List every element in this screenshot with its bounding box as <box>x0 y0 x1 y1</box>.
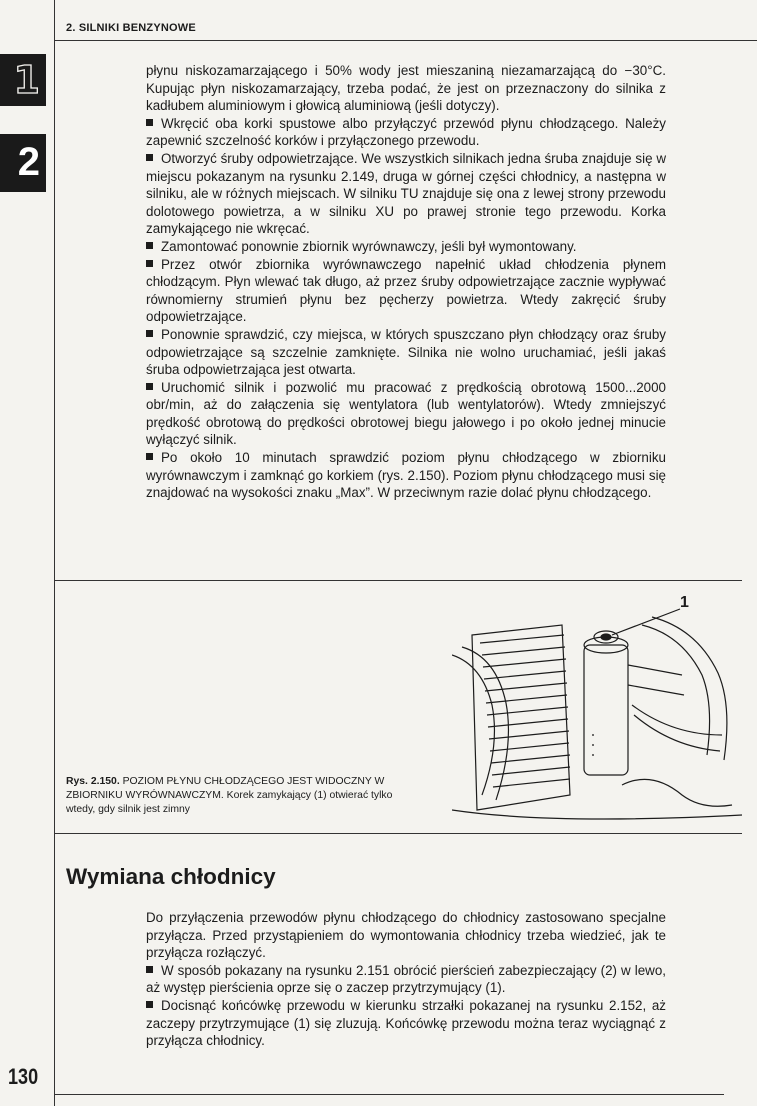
coolant-reservoir-drawing <box>452 595 742 825</box>
bullet-icon <box>146 330 153 337</box>
figure-bottom-rule <box>54 833 742 834</box>
bullet-paragraph: Ponownie sprawdzić, czy miejsca, w których spuszczano płyn chłodzący oraz śruby odpowietrzające są szczelnie zamknięte. Silnika nie wolno uruchamiać, jeśli jakaś śruba odpowietrzająca jest otwarta. <box>146 326 666 378</box>
paragraph: Do przyłączenia przewodów płynu chłodzącego do chłodnicy zastosowano specjalne przyłącza. Przed przystąpieniem do wymontowania chłodnicy trzeba wiedzieć, jak te przyłącza rozłączyć. <box>146 910 666 961</box>
figure-caption-text: Korek zamykający (1) otwierać tylko wtedy, gdy silnik jest zimny <box>66 790 393 815</box>
bullet-icon <box>146 966 153 973</box>
chapter-tab-1-label: 1 <box>13 58 40 102</box>
paragraph: płynu niskozamarzającego i 50% wody jest mieszaniną niezamarzającą do −30°C. Kupując płyn niskozamarzający, trzeba podać, że jest on przeznaczony do silnika z kadłubem aluminiowym i głowicą aluminiową (jeśli dotyczy). <box>146 63 666 114</box>
bullet-icon <box>146 154 153 161</box>
chapter-tab-2-label: 2 <box>17 140 40 184</box>
bullet-paragraph: Po około 10 minutach sprawdzić poziom płynu chłodzącego w zbiorniku wyrównawczym i zamknąć go korkiem (rys. 2.150). Poziom płynu chłodzącego musi się znajdować na wysokości znaku „Max”. W przeciwnym razie dolać płynu chłodzącego. <box>146 450 666 501</box>
left-margin-rule <box>54 0 55 1106</box>
footer-rule <box>54 1094 724 1095</box>
chapter-tab-2 <box>0 134 46 192</box>
bullet-icon <box>146 1001 153 1008</box>
bullet-paragraph: Uruchomić silnik i pozwolić mu pracować z prędkością obrotową 1500...2000 obr/min, aż do załączenia się wentylatora (lub wentylatorów). Wtedy zmniejszyć prędkość obrotową do prędkości obrotowej biegu jałowego i po około jednej minucie wyłączyć silnik. <box>146 379 666 448</box>
bullet-paragraph: Przez otwór zbiornika wyrównawczego napełnić układ chłodzenia płynem chłodzącym. Płyn wlewać tak długo, aż przez śruby odpowietrzające zacznie wypływać równomierny strumień płynu bez pęcherzy powietrza. Wtedy zakręcić śruby odpowietrzające. <box>146 256 666 325</box>
bullet-icon <box>146 260 153 267</box>
figure-caption-title: POZIOM PŁYNU CHŁODZĄCEGO JEST WIDOCZNY W ZBIORNIKU WYRÓWNAWCZYM. <box>66 776 385 801</box>
radiator-illustration <box>452 595 742 825</box>
chapter-tab-1 <box>0 54 46 106</box>
page-number: 130 <box>8 1064 39 1089</box>
callout-label: 1 <box>680 595 689 611</box>
upper-text-block <box>146 62 666 502</box>
section-text-block <box>146 909 666 1050</box>
bullet-paragraph: Wkręcić oba korki spustowe albo przyłączyć przewód płynu chłodzącego. Należy zapewnić szczelność korków i przyłączonego przewodu. <box>146 115 666 149</box>
bullet-paragraph: Docisnąć końcówkę przewodu w kierunku strzałki pokazanej na rysunku 2.152, aż zaczepy przytrzymujące (1) się zluzują. Końcówkę przewodu można teraz wyciągnąć z przyłącza chłodnicy. <box>146 997 666 1049</box>
figure-label: Rys. 2.150. <box>66 776 120 787</box>
bullet-icon <box>146 383 153 390</box>
bullet-paragraph: Otworzyć śruby odpowietrzające. We wszystkich silnikach jedna śruba znajduje się w miejscu pokazanym na rysunku 2.149, druga w górnej części chłodnicy, a następna w silniku, ale w różnych miejscach. W silniku TU znajduje się ona z lewej strony przewodu dolotowego powietrza, a w silniku XU po prawej stronie tego przewodu. Korka zamykającego nie wkręcać. <box>146 150 666 237</box>
bullet-paragraph: Zamontować ponownie zbiornik wyrównawczy, jeśli był wymontowany. <box>146 238 666 256</box>
bullet-icon <box>146 242 153 249</box>
figure-top-rule <box>54 580 742 581</box>
figure-caption <box>66 775 406 817</box>
header-rule <box>54 40 757 41</box>
bullet-icon <box>146 119 153 126</box>
bullet-icon <box>146 453 153 460</box>
section-title: Wymiana chłodnicy <box>66 864 276 889</box>
bullet-paragraph: W sposób pokazany na rysunku 2.151 obrócić pierścień zabezpieczający (2) w lewo, aż występ pierścienia oprze się o zaczep przytrzymujący (1). <box>146 962 666 996</box>
running-header: 2. SILNIKI BENZYNOWE <box>66 22 196 34</box>
